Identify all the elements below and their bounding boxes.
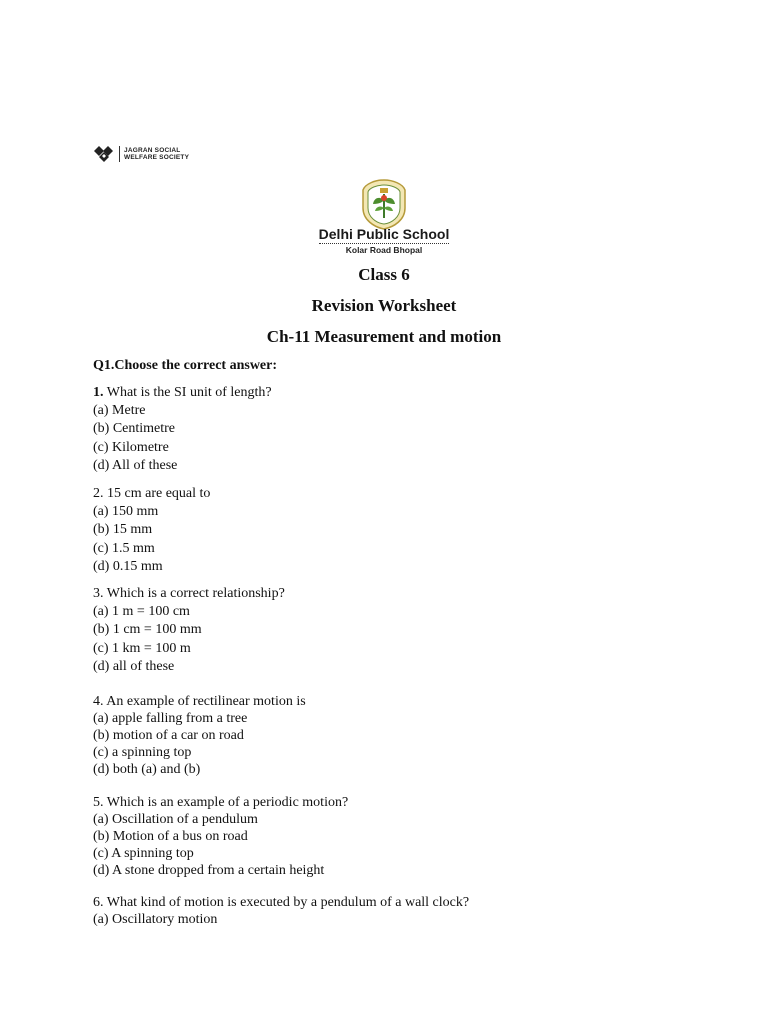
answer-option: (b) Centimetre bbox=[93, 421, 176, 437]
jagran-line-2: WELFARE SOCIETY bbox=[124, 154, 190, 161]
question-5 bbox=[93, 794, 348, 879]
answer-option: (d) both (a) and (b) bbox=[93, 762, 201, 777]
question-prompt: What is the SI unit of length? bbox=[106, 385, 272, 400]
logo-divider bbox=[119, 146, 120, 162]
question-text bbox=[93, 384, 272, 402]
chapter-heading: Ch-11 Measurement and motion bbox=[266, 327, 502, 346]
question-number: 4. bbox=[93, 694, 104, 709]
answer-option: (b) 1 cm = 100 mm bbox=[93, 622, 202, 638]
section-heading: Q1.Choose the correct answer: bbox=[93, 358, 278, 373]
question-number: 5. bbox=[93, 795, 104, 810]
jagran-society-logo bbox=[93, 145, 189, 163]
question-2 bbox=[93, 485, 210, 576]
question-4 bbox=[93, 693, 306, 778]
question-1 bbox=[93, 384, 272, 475]
jagran-society-name bbox=[124, 147, 189, 161]
question-text bbox=[93, 794, 348, 811]
question-6 bbox=[93, 894, 469, 928]
answer-option: (a) 1 m = 100 cm bbox=[93, 604, 190, 620]
answer-option: (c) 1 km = 100 m bbox=[93, 640, 191, 656]
answer-option: (a) 150 mm bbox=[93, 504, 159, 520]
school-name bbox=[0, 226, 768, 244]
answer-option: (d) 0.15 mm bbox=[93, 558, 163, 574]
class-heading: Class 6 bbox=[358, 265, 410, 284]
school-name-text: Delhi Public School bbox=[318, 226, 450, 242]
question-text bbox=[93, 894, 469, 911]
answer-option: (c) 1.5 mm bbox=[93, 540, 155, 556]
school-location: Kolar Road Bhopal bbox=[345, 245, 423, 255]
diamond-logo-icon bbox=[93, 145, 115, 163]
answer-option: (a) Oscillation of a pendulum bbox=[93, 812, 258, 827]
question-prompt: An example of rectilinear motion is bbox=[106, 694, 306, 709]
answer-option: (a) Oscillatory motion bbox=[93, 912, 218, 927]
question-prompt: Which is a correct relationship? bbox=[106, 586, 285, 601]
answer-option: (c) Kilometre bbox=[93, 439, 169, 455]
question-number: 6. bbox=[93, 895, 104, 910]
answer-option: (c) A spinning top bbox=[93, 846, 194, 861]
school-crest-icon bbox=[359, 178, 409, 230]
question-text bbox=[93, 693, 306, 710]
worksheet-heading: Revision Worksheet bbox=[311, 296, 457, 315]
answer-option: (a) apple falling from a tree bbox=[93, 711, 248, 726]
question-prompt: Which is an example of a periodic motion? bbox=[106, 795, 349, 810]
answer-option: (c) a spinning top bbox=[93, 745, 192, 760]
jagran-line-1: JAGRAN SOCIAL bbox=[124, 147, 181, 154]
question-text bbox=[93, 485, 210, 503]
answer-option: (d) A stone dropped from a certain height bbox=[93, 863, 325, 878]
answer-option: (b) 15 mm bbox=[93, 522, 153, 538]
answer-option: (b) Motion of a bus on road bbox=[93, 829, 248, 844]
answer-option: (a) Metre bbox=[93, 403, 146, 419]
question-text bbox=[93, 585, 285, 603]
question-3 bbox=[93, 585, 285, 676]
question-prompt: What kind of motion is executed by a pendulum of a wall clock? bbox=[106, 895, 470, 910]
question-number: 1. bbox=[93, 385, 104, 400]
question-number: 2. bbox=[93, 486, 104, 501]
answer-option: (d) All of these bbox=[93, 457, 178, 473]
answer-option: (d) all of these bbox=[93, 658, 175, 674]
question-number: 3. bbox=[93, 586, 104, 601]
answer-option: (b) motion of a car on road bbox=[93, 728, 244, 743]
question-prompt: 15 cm are equal to bbox=[107, 486, 211, 501]
